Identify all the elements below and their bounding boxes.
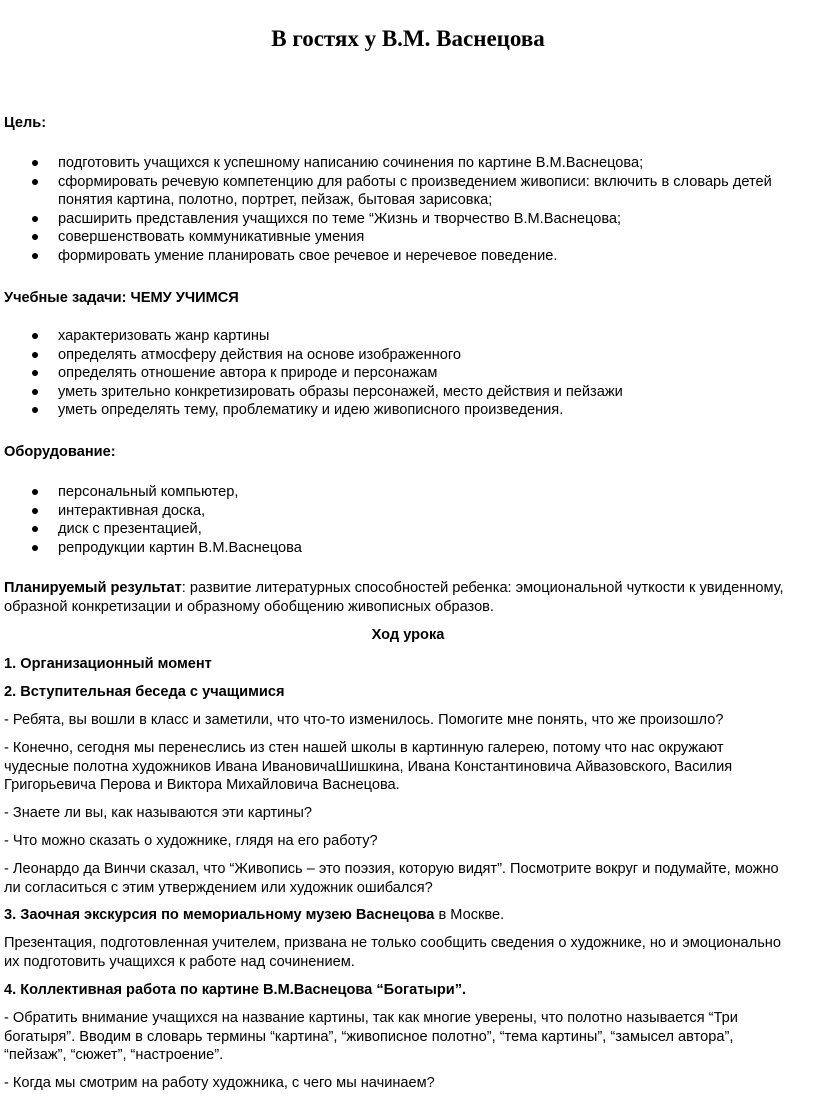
lesson-heading: Ход урока: [371, 627, 445, 643]
list-item: сформировать речевую компетенцию для работы с произведением живописи: включить в словарь детей понятия картина, полотно, портрет, пейзаж, бытовая зарисовка;: [0, 173, 780, 210]
equipment-list: [0, 483, 780, 557]
list-item: совершенствовать коммуникативные умения: [0, 228, 780, 247]
planned-result-label: Планируемый результат: [4, 580, 182, 596]
planned-result-text: : развитие литературных способностей ребенка: эмоциональной чуткости к увиденному, образной конкретизации и образному обобщению живописных образов.: [4, 580, 784, 615]
list-item: репродукции картин В.М.Васнецова: [0, 539, 780, 558]
list-item: формировать умение планировать свое речевое и неречевое поведение.: [0, 247, 780, 266]
page-title: В гостях у В.М. Васнецова: [271, 26, 545, 51]
list-item: уметь определять тему, проблематику и идею живописного произведения.: [0, 401, 780, 420]
section-2-heading: 2. Вступительная беседа с учащимися: [4, 684, 285, 700]
paragraph: - Что можно сказать о художнике, глядя на его работу?: [4, 833, 378, 849]
list-item: характеризовать жанр картины: [0, 327, 780, 346]
paragraph: Презентация, подготовленная учителем, призвана не только сообщить сведения о художнике, но и эмоционально их подготовить учащихся к работе над сочинением.: [4, 935, 781, 970]
goal-heading: Цель:: [4, 115, 47, 131]
section-3-heading: [4, 906, 784, 925]
list-item: персональный компьютер,: [0, 483, 780, 502]
section-3-suffix: в Москве.: [434, 907, 505, 923]
section-1-heading: 1. Организационный момент: [4, 656, 212, 672]
planned-result: [4, 579, 784, 616]
paragraph: - Конечно, сегодня мы перенеслись из стен нашей школы в картинную галерею, потому что нас окружают чудесные полотна художников Ивана ИвановичаШишкина, Ивана Константиновича Айвазовского, Василия Григорьевича Перова и Виктора Михайловича Васнецова.: [4, 740, 733, 793]
paragraph: - Ребята, вы вошли в класс и заметили, что что-то изменилось. Помогите мне понять, что же произошло?: [4, 712, 724, 728]
paragraph: - Леонардо да Винчи сказал, что “Живопись – это поэзия, которую видят”. Посмотрите вокруг и подумайте, можно ли согласиться с этим утверждением или художник ошибался?: [4, 861, 779, 896]
tasks-list: [0, 327, 780, 420]
goal-list: [0, 154, 780, 265]
paragraph: - Когда мы смотрим на работу художника, с чего мы начинаем?: [4, 1075, 435, 1091]
list-item: интерактивная доска,: [0, 502, 780, 521]
section-4-heading: 4. Коллективная работа по картине В.М.Васнецова “Богатыри”.: [4, 982, 467, 998]
equipment-heading: Оборудование:: [4, 444, 116, 460]
list-item: диск с презентацией,: [0, 520, 780, 539]
tasks-heading: Учебные задачи: ЧЕМУ УЧИМСЯ: [4, 290, 239, 306]
list-item: уметь зрительно конкретизировать образы персонажей, место действия и пейзажи: [0, 383, 780, 402]
paragraph: - Знаете ли вы, как называются эти картины?: [4, 805, 312, 821]
list-item: подготовить учащихся к успешному написанию сочинения по картине В.М.Васнецова;: [0, 154, 780, 173]
section-3-title: 3. Заочная экскурсия по мемориальному музею Васнецова: [4, 907, 435, 923]
paragraph: - Обратить внимание учащихся на название картины, так как многие уверены, что полотно называется “Три богатыря”. Вводим в словарь термины “картина”, “живописное полотно”, “тема картины”, “замысел автора”, “пейзаж”, “сюжет”, “настроение”.: [4, 1010, 738, 1063]
list-item: определять атмосферу действия на основе изображенного: [0, 346, 780, 365]
list-item: определять отношение автора к природе и персонажам: [0, 364, 780, 383]
list-item: расширить представления учащихся по теме “Жизнь и творчество В.М.Васнецова;: [0, 210, 780, 229]
